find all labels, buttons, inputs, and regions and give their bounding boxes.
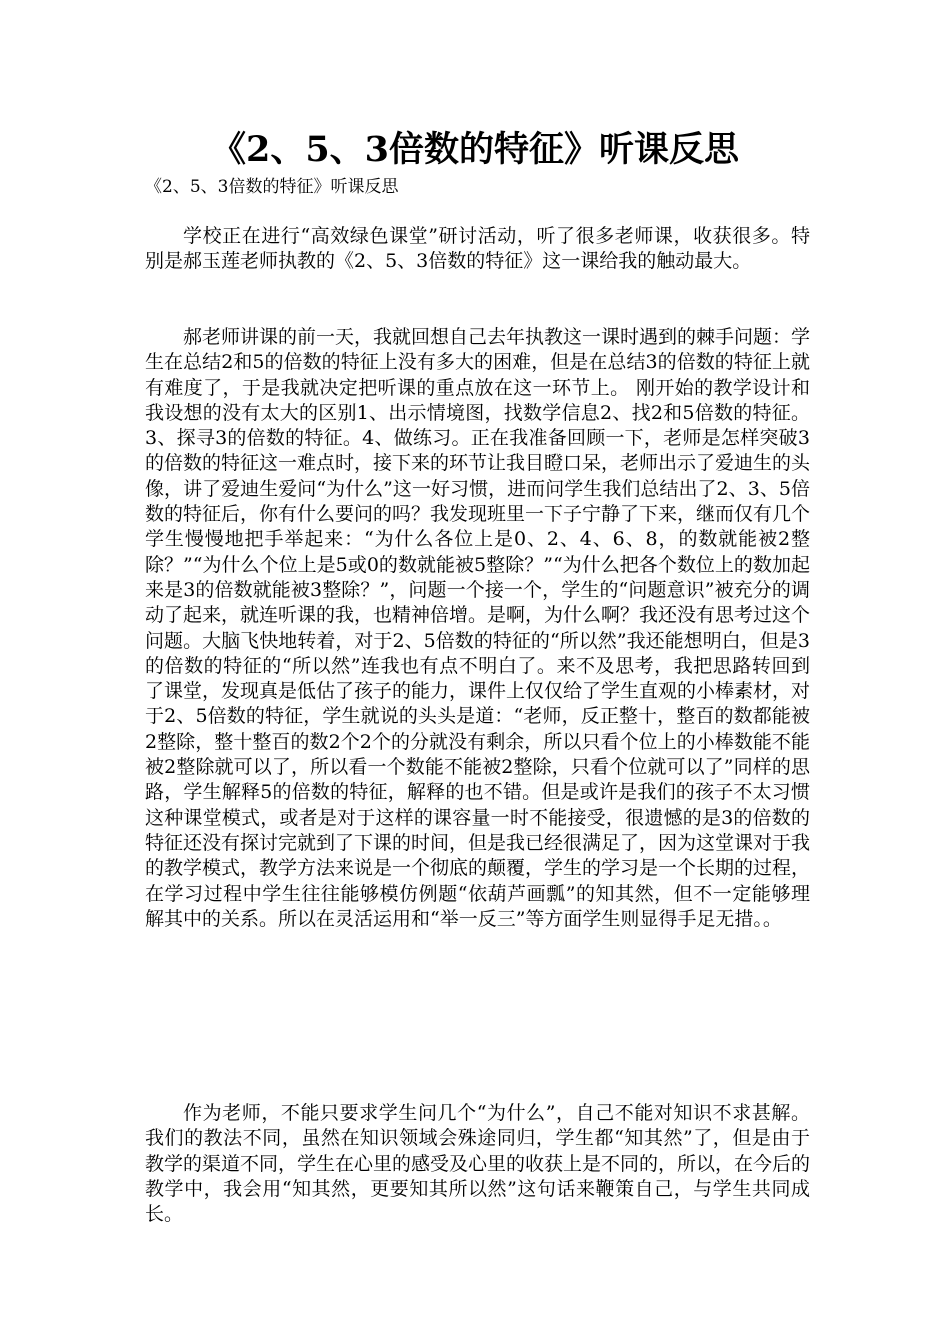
paragraph-3: 作为老师，不能只要求学生问几个“为什么”，自己不能对知识不求甚解。我们的教法不同，虽然在知识领域会殊途同归，学生都“知其然”了，但是由于教学的渠道不同，学生在心里的感受及心里的收获上是不同的，所以，在今后的教学中，我会用“知其然，更要知其所以然”这句话来鞭策自己，与学生共同成长。 — [145, 1102, 811, 1226]
document-subtitle: 《2、5、3倍数的特征》听课反思 — [145, 177, 399, 197]
paragraph-1: 学校正在进行“高效绿色课堂”研讨活动，听了很多老师课，收获很多。特别是郝玉莲老师执教的《2、5、3倍数的特征》这一课给我的触动最大。 — [145, 225, 810, 273]
document-title: 《2、5、3倍数的特征》听课反思 — [210, 129, 740, 170]
paragraph-2: 郝老师讲课的前一天，我就回想自己去年执教这一课时遇到的棘手问题：学生在总结2和5的倍数的特征上没有多大的困难，但是在总结3的倍数的特征上就有难度了，于是我就决定把听课的重点放在这一环节上。 刚开始的教学设计和我设想的没有太大的区别1、出示情境图，找数学信息2、找2和5倍数的特征。3、探寻3的倍数的特征。4、做练习。正在我准备回顾一下，老师是怎样突破3的倍数的特征这一难点时，接下来的环节让我目瞪口呆，老师出示了爱迪生的头像，讲了爱迪生爱问“为什么”这一好习惯，进而问学生我们总结出了2、3、5倍数的特征后，你有什么要问的吗？我发现班里一下子宁静了下来，继而仅有几个学生慢慢地把手举起来：“为什么各位上是0、2、4、6、8，的数就能被2整除？”“为什么个位上是5或0的数就能被5整除？”“为什么把各个数位上的数加起来是3的倍数就能被3整除？”，问题一个接一个，学生的“问题意识”被充分的调动了起来，就连听课的我，也精神倍增。是啊，为什么啊？我还没有思考过这个问题。大脑飞快地转着，对于2、5倍数的特征的“所以然”我还能想明白，但是3的倍数的特征的“所以然”连我也有点不明白了。来不及思考，我把思路转回到了课堂，发现真是低估了孩子的能力，课件上仅仅给了学生直观的小棒素材，对于2、5倍数的特征，学生就说的头头是道：“老师，反正整十，整百的数都能被2整除，整十整百的数2个2个的分就没有剩余，所以只看个位上的小棒数能不能被2整除就可以了，所以看一个数能不能被2整除，只看个位就可以了”同样的思路，学生解释5的倍数的特征，解释的也不错。但是或许是我们的孩子不太习惯这种课堂模式，或者是对于这样的课容量一时不能接受，很遗憾的是3的倍数的特征还没有探讨完就到了下课的时间，但是我已经很满足了，因为这堂课对于我的教学模式，教学方法来说是一个彻底的颠覆，学生的学习是一个长期的过程，在学习过程中学生往往能够模仿例题“依葫芦画瓢”的知其然，但不一定能够理解其中的关系。所以在灵活运用和“举一反三”等方面学生则显得手足无措。。 — [145, 326, 811, 930]
